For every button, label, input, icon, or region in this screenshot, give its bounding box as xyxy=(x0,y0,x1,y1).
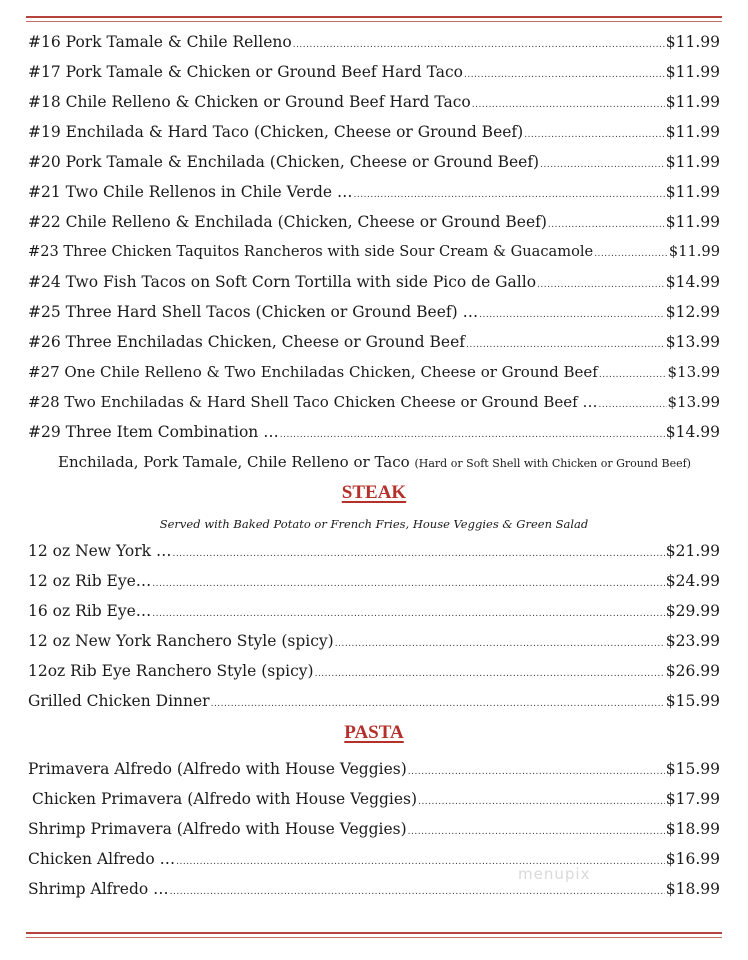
steak-item: Grilled Chicken Dinner ..... $15.99 xyxy=(28,688,720,714)
watermark: menupix xyxy=(518,865,591,883)
combo-29-detail: Enchilada, Pork Tamale, Chile Relleno or Taco (Hard or Soft Shell with Chicken or Ground Beef) xyxy=(58,453,691,471)
menu-item-19: #19 Enchilada & Hard Taco (Chicken, Cheese or Ground Beef) ..... $11.99 xyxy=(28,119,720,145)
menu-item-26: #26 Three Enchiladas Chicken, Cheese or Ground Beef ..... $13.99 xyxy=(28,329,720,355)
top-divider xyxy=(26,16,722,22)
pasta-item: Chicken Alfredo … ..... $16.99 xyxy=(28,846,720,872)
steak-heading: STEAK xyxy=(341,482,407,503)
pasta-item: Shrimp Primavera (Alfredo with House Veggies) ..... $18.99 xyxy=(28,816,720,842)
menu-item-23: #23 Three Chicken Taquitos Rancheros with side Sour Cream & Guacamole ..... $11.99 xyxy=(28,239,720,265)
steak-note: Served with Baked Potato or French Fries, House Veggies & Green Salad xyxy=(159,517,589,531)
steak-item: 12 oz New York Ranchero Style (spicy) ..... $23.99 xyxy=(28,628,720,654)
steak-item: 12 oz Rib Eye… ..... $24.99 xyxy=(28,568,720,594)
menu-item-22: #22 Chile Relleno & Enchilada (Chicken, Cheese or Ground Beef) ..... $11.99 xyxy=(28,209,720,235)
menu-item-24: #24 Two Fish Tacos on Soft Corn Tortilla with side Pico de Gallo ..... $14.99 xyxy=(28,269,720,295)
steak-item: 12 oz New York … ..... $21.99 xyxy=(28,538,720,564)
menu-item-21: #21 Two Chile Rellenos in Chile Verde … ..... $11.99 xyxy=(28,179,720,205)
steak-item: 12oz Rib Eye Ranchero Style (spicy) ..... $26.99 xyxy=(28,658,720,684)
pasta-item: Shrimp Alfredo … ..... $18.99 xyxy=(28,876,720,902)
menu-item-17: #17 Pork Tamale & Chicken or Ground Beef Hard Taco ..... $11.99 xyxy=(28,59,720,85)
pasta-heading: PASTA xyxy=(344,722,404,743)
pasta-item: Chicken Primavera (Alfredo with House Veggies) ..... $17.99 xyxy=(32,786,720,812)
steak-item: 16 oz Rib Eye… ..... $29.99 xyxy=(28,598,720,624)
menu-item-16: #16 Pork Tamale & Chile Relleno ..... $11.99 xyxy=(28,29,720,55)
menu-item-27: #27 One Chile Relleno & Two Enchiladas Chicken, Cheese or Ground Beef ..... $13.99 xyxy=(28,359,720,385)
menu-item-29: #29 Three Item Combination … ..... $14.99 xyxy=(28,419,720,445)
menu-item-18: #18 Chile Relleno & Chicken or Ground Beef Hard Taco ..... $11.99 xyxy=(28,89,720,115)
menu-item-25: #25 Three Hard Shell Tacos (Chicken or Ground Beef) … ..... $12.99 xyxy=(28,299,720,325)
pasta-item: Primavera Alfredo (Alfredo with House Veggies) ..... $15.99 xyxy=(28,756,720,782)
bottom-divider xyxy=(26,932,722,938)
menu-item-28: #28 Two Enchiladas & Hard Shell Taco Chicken Cheese or Ground Beef … ..... $13.99 xyxy=(28,389,720,415)
menu-item-20: #20 Pork Tamale & Enchilada (Chicken, Cheese or Ground Beef) ..... $11.99 xyxy=(28,149,720,175)
